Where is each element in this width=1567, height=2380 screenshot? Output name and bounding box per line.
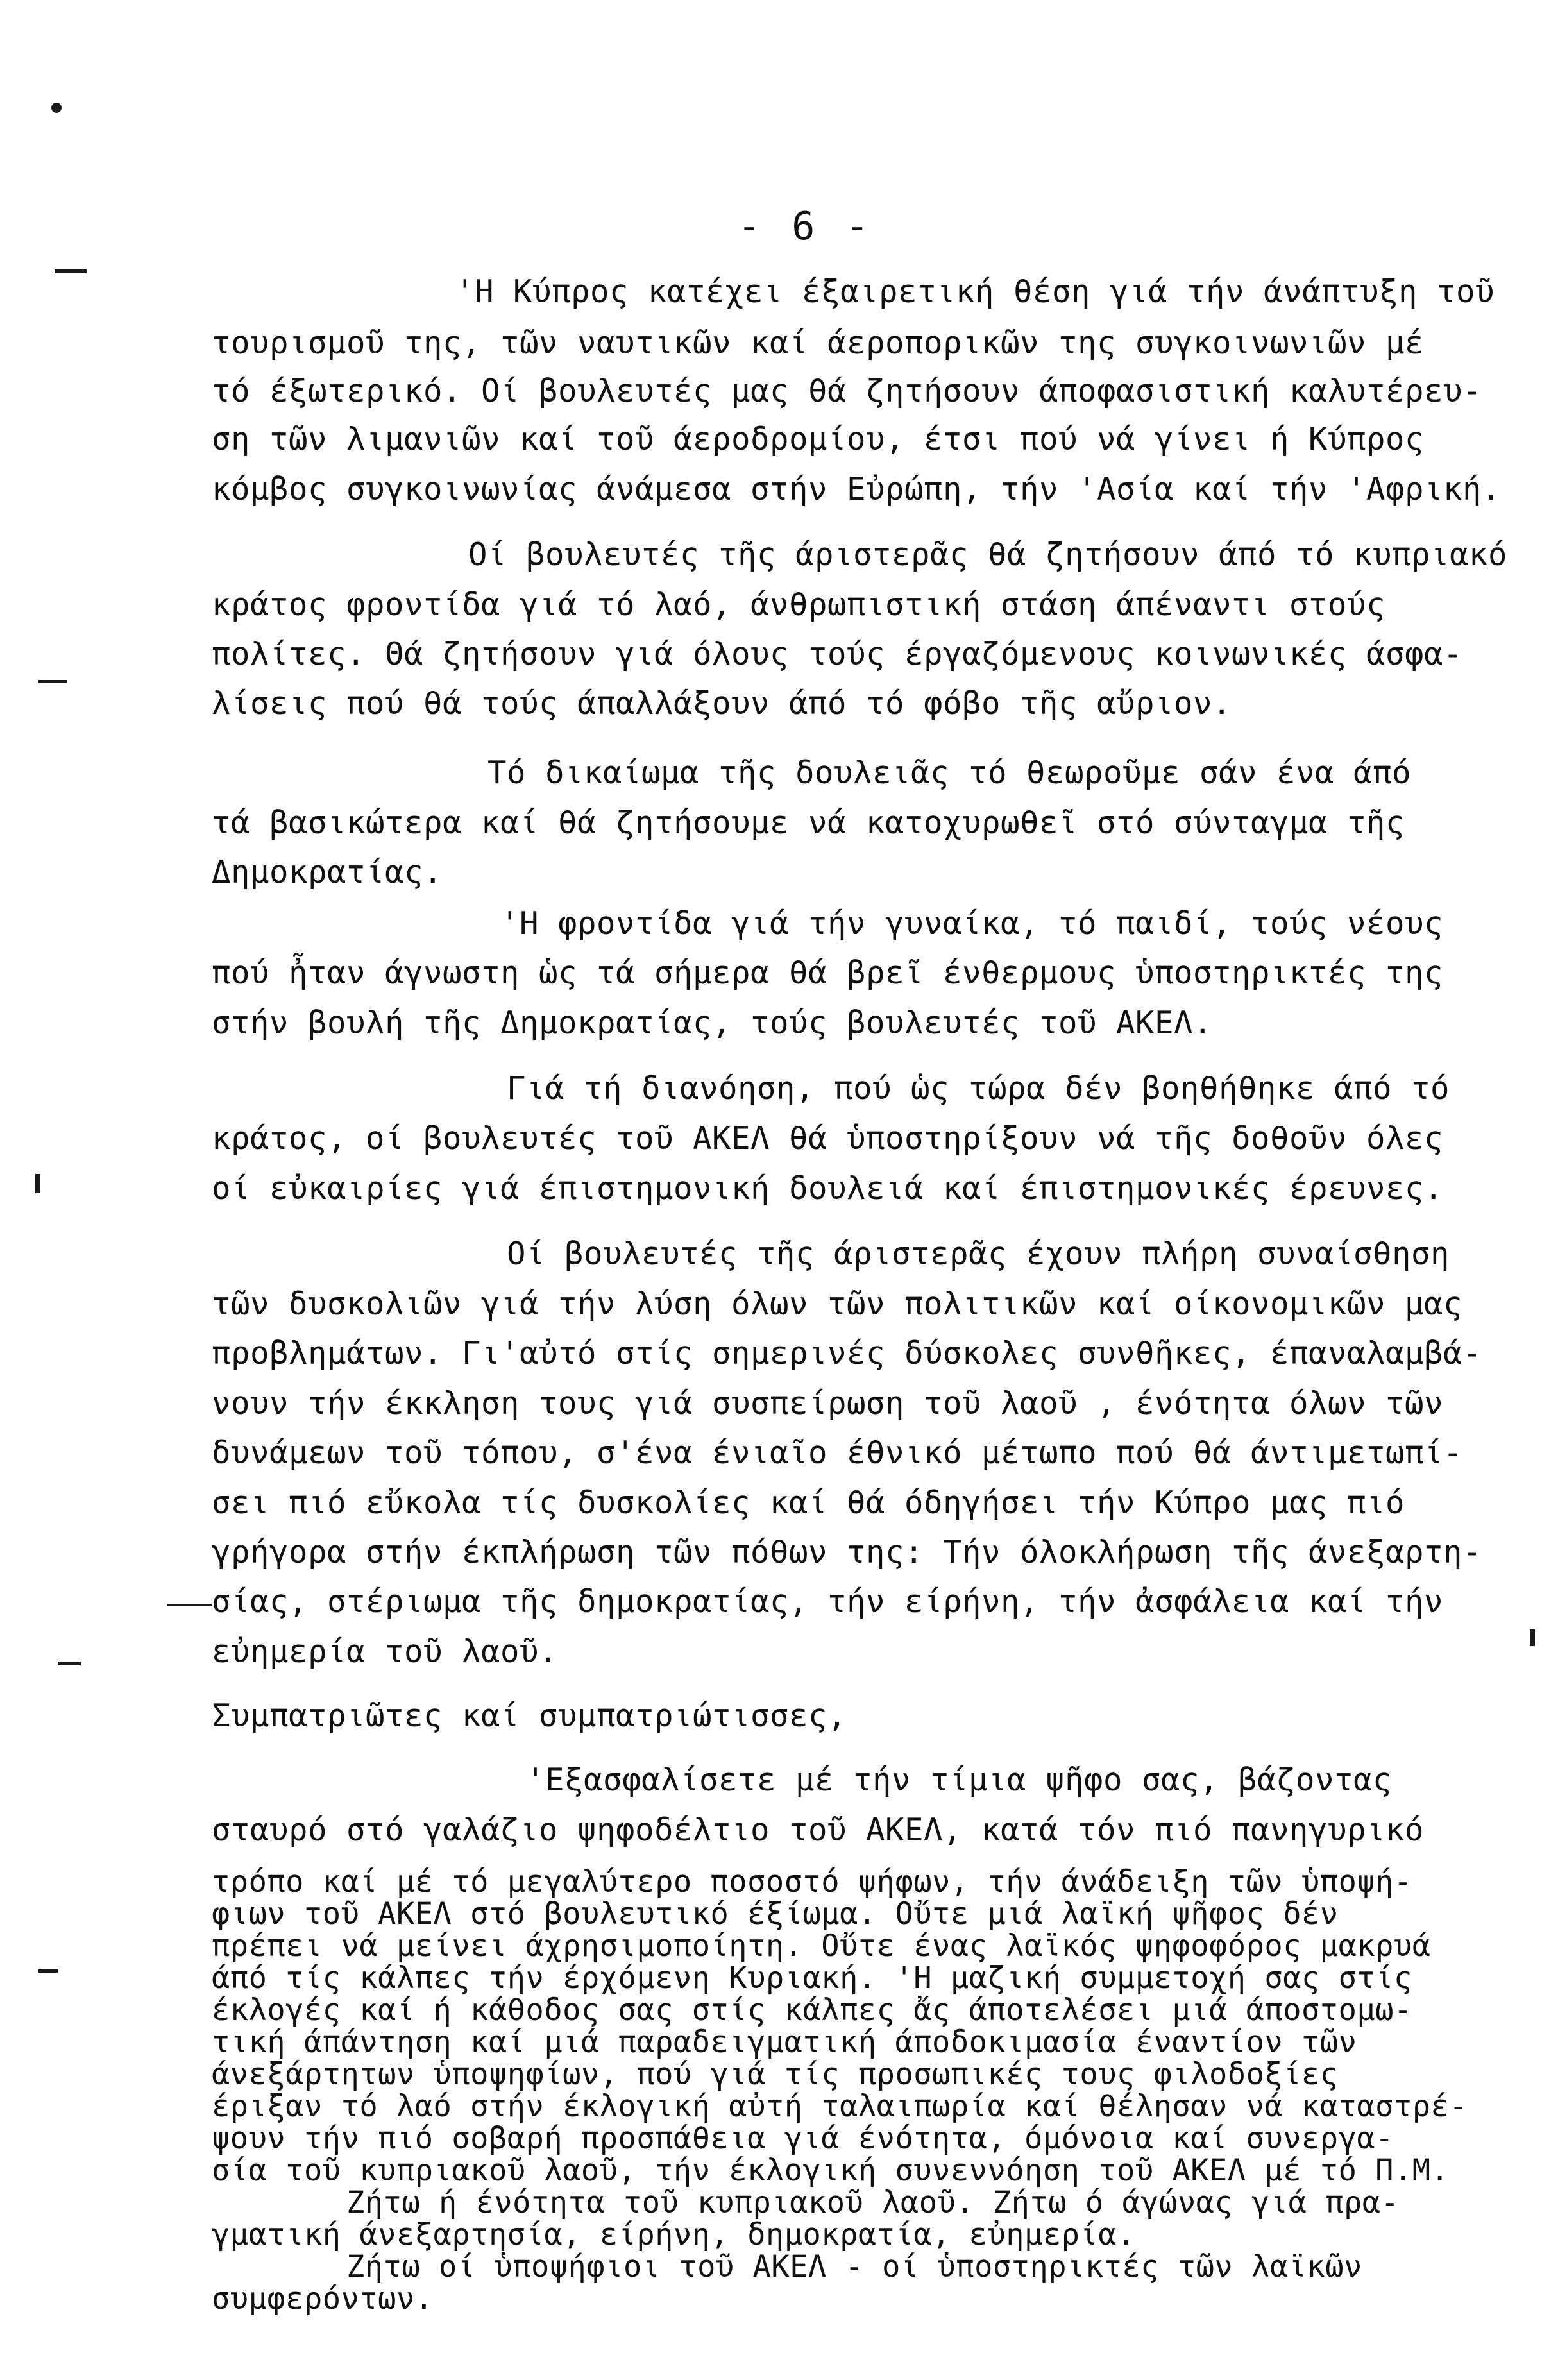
text-line: ψουν τήν πιό σοβαρή προσπάθεια γιά ένότητα, όμόνοια καί συνεργα- — [212, 2121, 1394, 2156]
text-line: Τό δικαίωμα τῆς δουλειᾶς τό θεωροῦμε σάν ένα άπό — [487, 754, 1412, 791]
text-line: σταυρό στό γαλάζιο ψηφοδέλτιο τοῦ ΑΚΕΛ, κατά τόν πιό πανηγυρικό — [212, 1812, 1425, 1848]
text-line: τρόπο καί μέ τό μεγαλύτερο ποσοστό ψήφων, τήν άνάδειξη τῶν ὑποψή- — [212, 1864, 1412, 1900]
text-line: 'Η Κύπρος κατέχει έξαιρετική θέση γιά τήν άνάπτυξη τοῦ — [455, 273, 1495, 310]
text-line: έκλογές καί ή κάθοδος σας στίς κάλπες ἄς άποτελέσει μιά άποστομω- — [212, 1993, 1412, 2028]
page-number: - 6 - — [738, 204, 873, 249]
text-line: γματική άνεξαρτησία, είρήνη, δημοκρατία, εὐημερία. — [212, 2217, 1135, 2252]
text-line: κράτος, οί βουλευτές τοῦ ΑΚΕΛ θά ὑποστηρίξουν νά τῆς δοθοῦν όλες — [212, 1120, 1444, 1157]
text-line: κόμβος συγκοινωνίας άνάμεσα στήν Εὐρώπη, τήν 'Ασία καί τήν 'Αφρική. — [212, 471, 1502, 507]
text-line: σίας, στέριωμα τῆς δημοκρατίας, τήν είρήνη, τήν ἀσφάλεια καί τήν — [212, 1583, 1444, 1620]
text-line: τική άπάντηση καί μιά παραδειγματική άποδοκιμασία έναντίον τῶν — [212, 2025, 1357, 2060]
text-line: στήν βουλή τῆς Δημοκρατίας, τούς βουλευτές τοῦ ΑΚΕΛ. — [212, 1005, 1213, 1041]
text-line: σία τοῦ κυπριακοῦ λαοῦ, τήν έκλογική συνεννόηση τοῦ ΑΚΕΛ μέ τό Π.Μ. — [212, 2153, 1450, 2188]
text-line: τῶν δυσκολιῶν γιά τήν λύση όλων τῶν πολιτικῶν καί οίκονομικῶν μας — [212, 1286, 1463, 1322]
text-line: προβλημάτων. Γι'αὐτό στίς σημερινές δύσκολες συνθῆκες, έπαναλαμβά- — [212, 1335, 1482, 1372]
text-line: έριξαν τό λαό στήν έκλογική αὐτή ταλαιπωρία καί θέλησαν νά καταστρέ- — [212, 2089, 1468, 2124]
text-line: νουν τήν έκκληση τους γιά συσπείρωση τοῦ λαοῦ , ένότητα όλων τῶν — [212, 1385, 1444, 1422]
text-line: λίσεις πού θά τούς άπαλλάξουν άπό τό φόβο τῆς αὔριον. — [212, 685, 1232, 722]
scan-mark — [51, 103, 62, 113]
text-line: πολίτες. Θά ζητήσουν γιά όλους τούς έργαζόμενους κοινωνικές άσφα- — [212, 636, 1463, 672]
text-line: Ζήτω οί ὑποψήφιοι τοῦ ΑΚΕΛ - οί ὑποστηρικτές τῶν λαϊκῶν — [346, 2249, 1362, 2284]
text-line: συμφερόντων. — [212, 2281, 434, 2316]
text-line: δυνάμεων τοῦ τόπου, σ'ένα ένιαῖο έθνικό μέτωπο πού θά άντιμετωπί- — [212, 1434, 1463, 1471]
text-line: Ζήτω ή ένότητα τοῦ κυπριακοῦ λαοῦ. Ζήτω ό άγώνας γιά πρα- — [346, 2185, 1400, 2220]
scan-mark — [38, 680, 67, 683]
text-line: άνεξάρτητων ὑποψηφίων, πού γιά τίς προσωπικές τους φιλοδοξίες — [212, 2057, 1339, 2092]
scan-mark — [58, 1662, 81, 1665]
text-line: τά βασικώτερα καί θά ζητήσουμε νά κατοχυρωθεῖ στό σύνταγμα τῆς — [212, 804, 1405, 841]
text-line: Δημοκρατίας. — [212, 854, 443, 890]
scan-mark — [35, 1174, 40, 1193]
text-line: Οί βουλευτές τῆς άριστερᾶς έχουν πλήρη συναίσθηση — [507, 1236, 1450, 1272]
text-line: τουρισμοῦ της, τῶν ναυτικῶν καί άεροπορικῶν της συγκοινωνιῶν μέ — [212, 325, 1425, 361]
text-line: ση τῶν λιμανιῶν καί τοῦ άεροδρομίου, έτσι πού νά γίνει ή Κύπρος — [212, 421, 1425, 457]
text-line: οί εὐκαιρίες γιά έπιστημονική δουλειά καί έπιστημονικές έρευνες. — [212, 1170, 1444, 1207]
scan-mark — [1530, 1629, 1535, 1646]
text-line: κράτος φροντίδα γιά τό λαό, άνθρωπιστική στάση άπέναντι στούς — [212, 586, 1386, 623]
scan-mark — [38, 1969, 58, 1973]
text-line: πρέπει νά μείνει άχρησιμοποίητη. Οὔτε ένας λαϊκός ψηφοφόρος μακρυά — [212, 1928, 1431, 1964]
text-line: άπό τίς κάλπες τήν έρχόμενη Κυριακή. 'Η μαζική συμμετοχή σας στίς — [212, 1960, 1412, 1996]
text-line: 'Εξασφαλίσετε μέ τήν τίμια ψῆφο σας, βάζοντας — [526, 1762, 1393, 1798]
text-line: Συμπατριῶτες καί συμπατριώτισσες, — [212, 1697, 847, 1734]
scan-mark — [167, 1604, 212, 1606]
text-line: Οί βουλευτές τῆς άριστερᾶς θά ζητήσουν άπό τό κυπριακό — [468, 536, 1508, 573]
text-line: εὐημερία τοῦ λαοῦ. — [212, 1633, 559, 1670]
text-line: σει πιό εὔκολα τίς δυσκολίες καί θά όδηγήσει τήν Κύπρο μας πιό — [212, 1484, 1405, 1521]
text-line: φιων τοῦ ΑΚΕΛ στό βουλευτικό έξίωμα. Οὔτε μιά λαϊκή ψῆφος δέν — [212, 1896, 1339, 1932]
scan-mark — [55, 269, 87, 273]
text-line: πού ἦταν άγνωστη ὡς τά σήμερα θά βρεῖ ένθερμους ὑποστηρικτές της — [212, 955, 1444, 991]
text-line: γρήγορα στήν έκπλήρωση τῶν πόθων της: Τήν όλοκλήρωση τῆς άνεξαρτη- — [212, 1534, 1482, 1570]
text-line: τό έξωτερικό. Οί βουλευτές μας θά ζητήσουν άποφασιστική καλυτέρευ- — [212, 373, 1482, 409]
text-line: Γιά τή διανόηση, πού ὡς τώρα δέν βοηθήθηκε άπό τό — [507, 1070, 1450, 1107]
text-line: 'Η φροντίδα γιά τήν γυναίκα, τό παιδί, τούς νέους — [500, 905, 1444, 942]
